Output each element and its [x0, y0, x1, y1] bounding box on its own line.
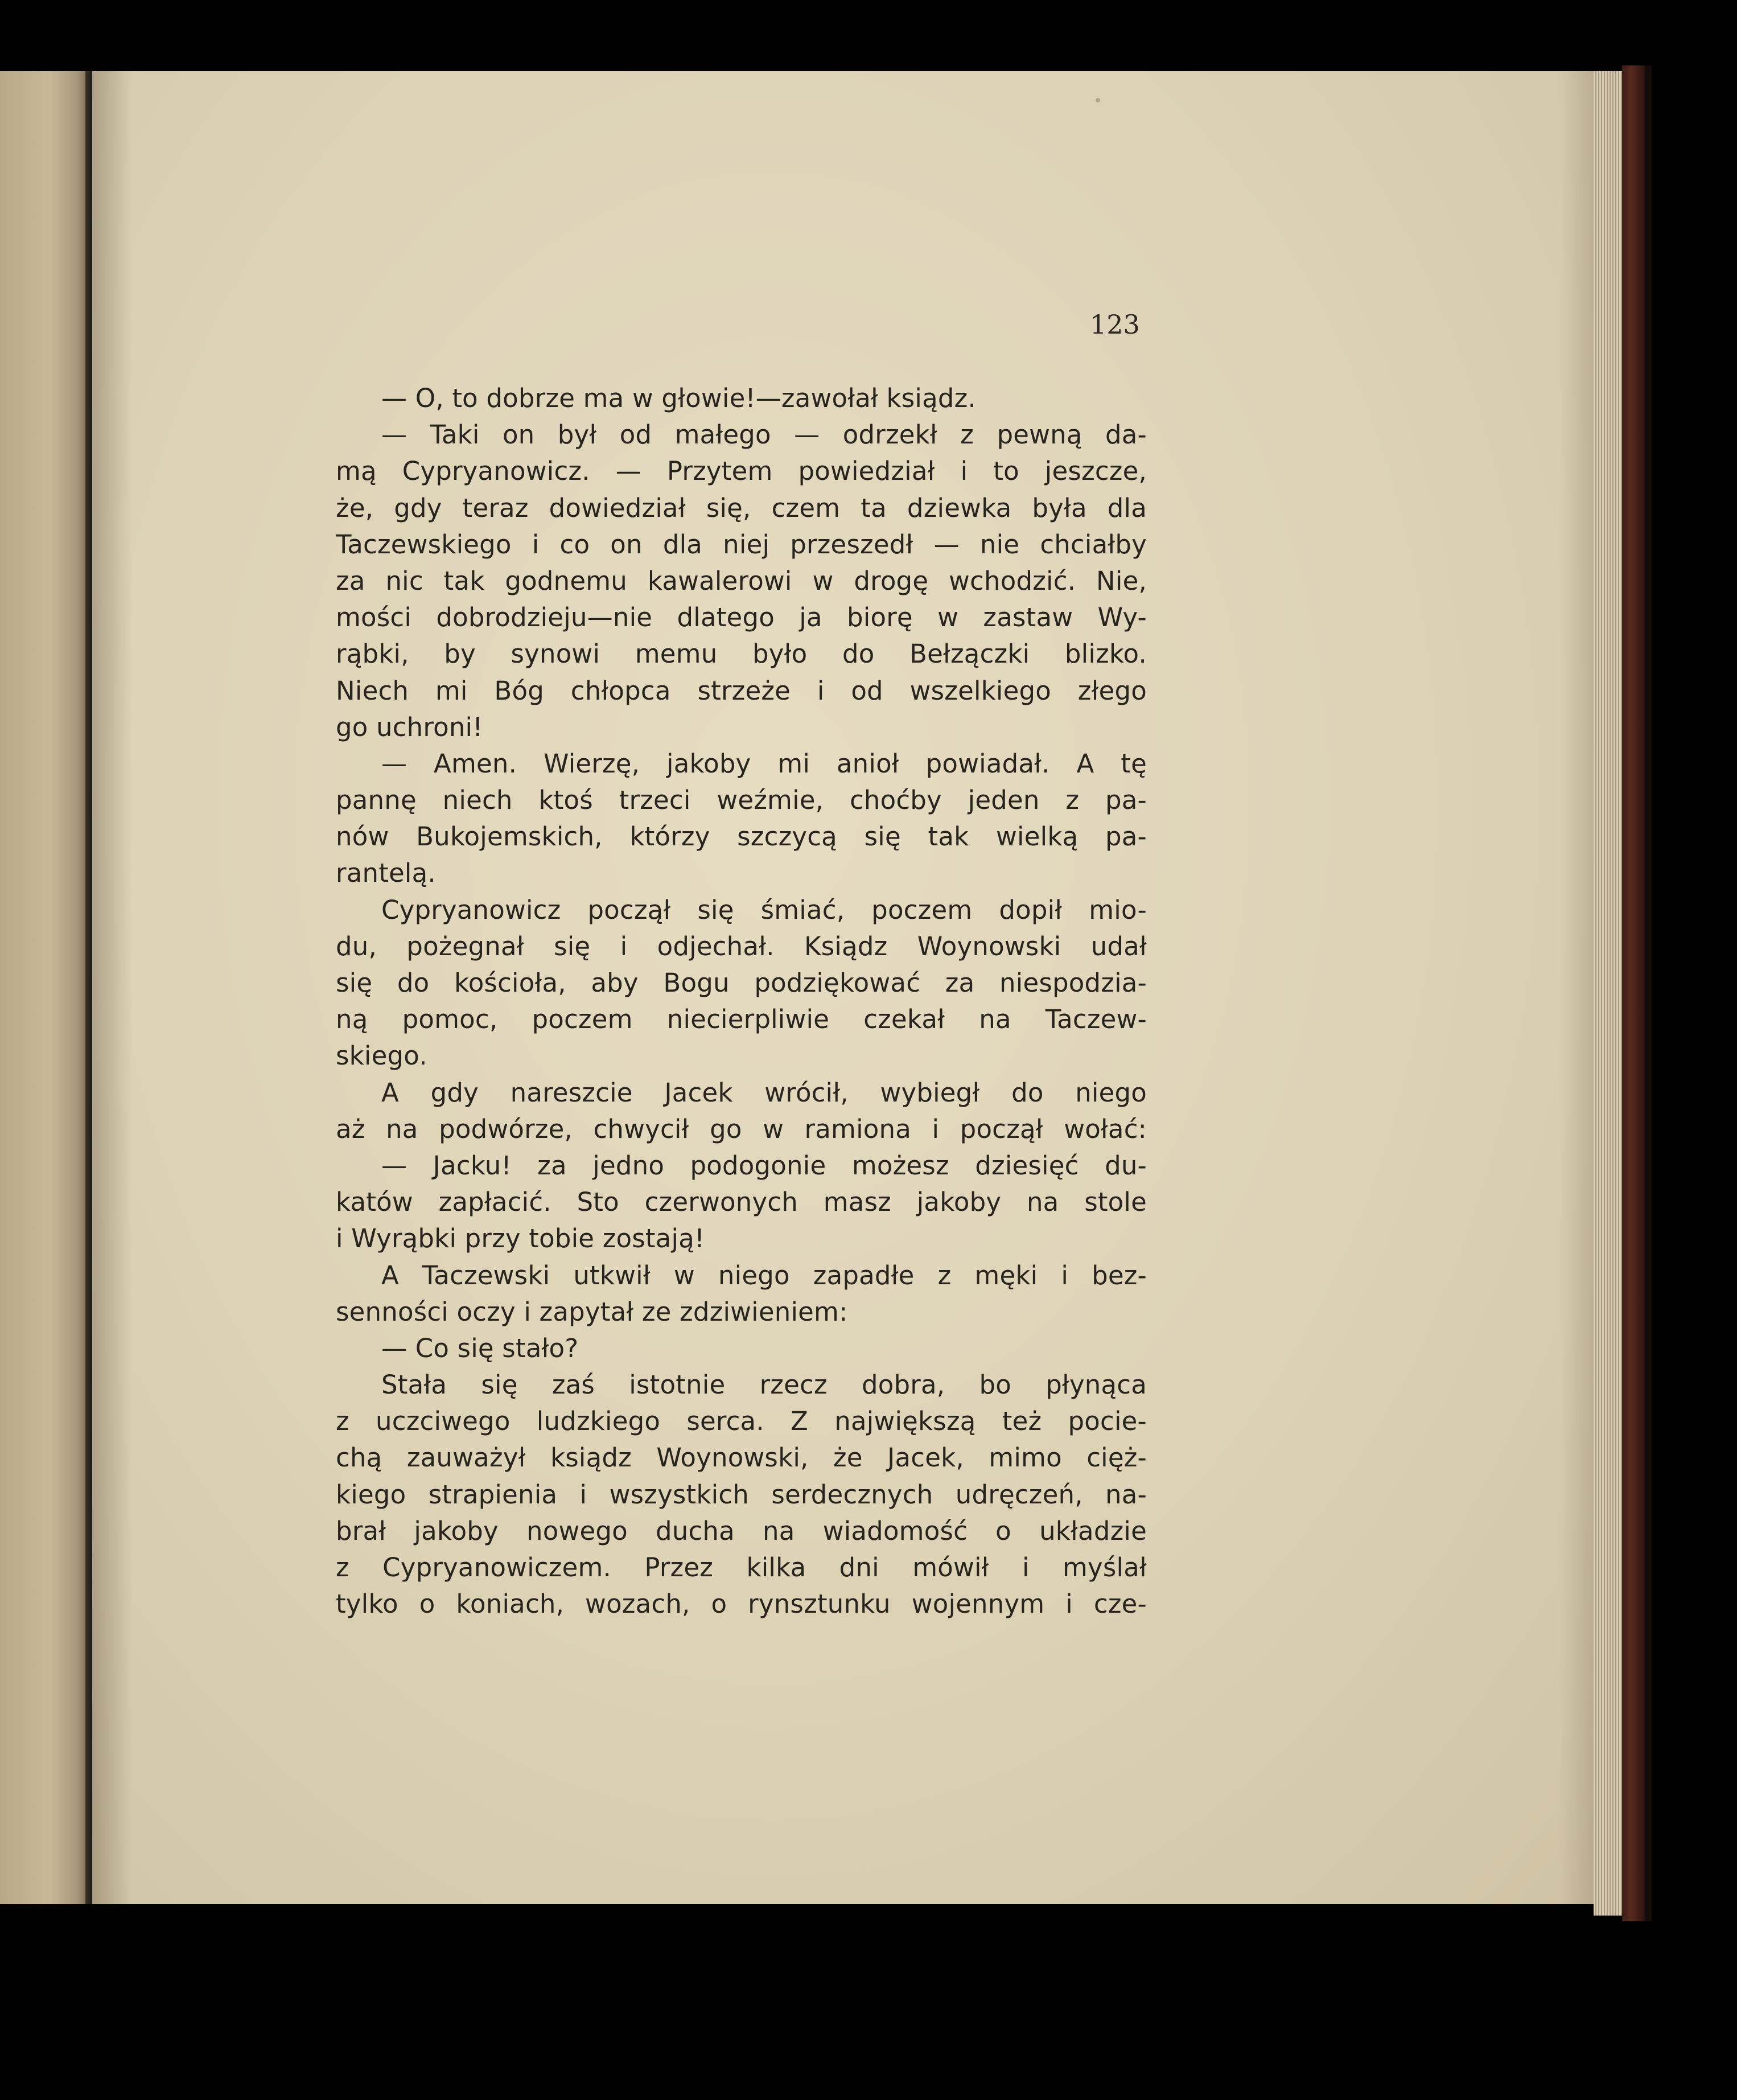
text-line: mości dobrodzieju—nie dlatego ja biorę w zastaw Wy- — [336, 602, 1147, 633]
text-line: pannę niech ktoś trzeci weźmie, choćby jeden z pa- — [336, 785, 1147, 816]
text-line: — Taki on był od małego — odrzekł z pewną da- — [381, 420, 1147, 450]
text-line: A Taczewski utkwił w niego zapadłe z męki i bez- — [381, 1260, 1147, 1291]
text-line: katów zapłacić. Sto czerwonych masz jakoby na stole — [336, 1187, 1147, 1218]
text-line: i Wyrąbki przy tobie zostają! — [336, 1223, 705, 1254]
text-line: Cypryanowicz począł się śmiać, poczem dopił mio- — [381, 894, 1147, 925]
text-line: z Cypryanowiczem. Przez kilka dni mówił i myślał — [336, 1552, 1147, 1583]
text-line: z uczciwego ludzkiego serca. Z największą też pocie- — [336, 1406, 1147, 1437]
book-cover-edge — [1622, 65, 1645, 1921]
text-line: — Co się stało? — [381, 1333, 579, 1363]
text-line: Stała się zaś istotnie rzecz dobra, bo płynąca — [381, 1370, 1147, 1400]
text-line: się do kościoła, aby Bogu podziękować za niespodzia- — [336, 968, 1147, 998]
text-line: — Amen. Wierzę, jakoby mi anioł powiadał. A tę — [381, 748, 1147, 779]
text-line: senności oczy i zapytał ze zdziwieniem: — [336, 1296, 848, 1327]
text-line: że, gdy teraz dowiedział się, czem ta dziewka była dla — [336, 492, 1147, 523]
gutter-shade — [92, 71, 132, 1904]
text-line: go uchroni! — [336, 712, 483, 742]
text-line: Taczewskiego i co on dla niej przeszedł — nie chciałby — [336, 529, 1147, 560]
text-line: kiego strapienia i wszystkich serdecznych udręczeń, na- — [336, 1479, 1147, 1510]
body-text — [336, 380, 1147, 1622]
cover-shadow — [1645, 65, 1652, 1921]
previous-page-edge — [0, 71, 91, 1904]
text-line: chą zauważył ksiądz Woynowski, że Jacek, mimo cięż- — [336, 1443, 1147, 1473]
text-line: rąbki, by synowi memu było do Bełzączki blizko. — [336, 639, 1147, 669]
text-line: nów Bukojemskich, którzy szczycą się tak wielką pa- — [336, 821, 1147, 852]
text-line: brał jakoby nowego ducha na wiadomość o układzie — [336, 1515, 1147, 1546]
page-number: 123 — [1090, 309, 1140, 340]
text-line: — Jacku! za jedno podogonie możesz dziesięć du- — [381, 1150, 1147, 1181]
text-line: za nic tak godnemu kawalerowi w drogę wchodzić. Nie, — [336, 565, 1147, 596]
page-stack-edge — [1594, 71, 1622, 1916]
text-line: tylko o koniach, wozach, o rynsztunku wojennym i cze- — [336, 1589, 1147, 1620]
text-line: ną pomoc, poczem niecierpliwie czekał na Taczew- — [336, 1004, 1147, 1035]
text-line: rantelą. — [336, 858, 436, 889]
text-line: mą Cypryanowicz. — Przytem powiedział i to jeszcze, — [336, 456, 1147, 487]
text-line: aż na podwórze, chwycił go w ramiona i począł wołać: — [336, 1113, 1147, 1144]
text-line: — O, to dobrze ma w głowie!—zawołał ksiądz. — [381, 383, 976, 413]
text-line: du, pożegnał się i odjechał. Ksiądz Woynowski udał — [336, 931, 1147, 961]
text-line: skiego. — [336, 1041, 427, 1071]
page-speck — [1096, 98, 1100, 102]
text-line: Niech mi Bóg chłopca strzeże i od wszelkiego złego — [336, 675, 1147, 706]
text-line: A gdy nareszcie Jacek wrócił, wybiegł do niego — [381, 1077, 1147, 1108]
